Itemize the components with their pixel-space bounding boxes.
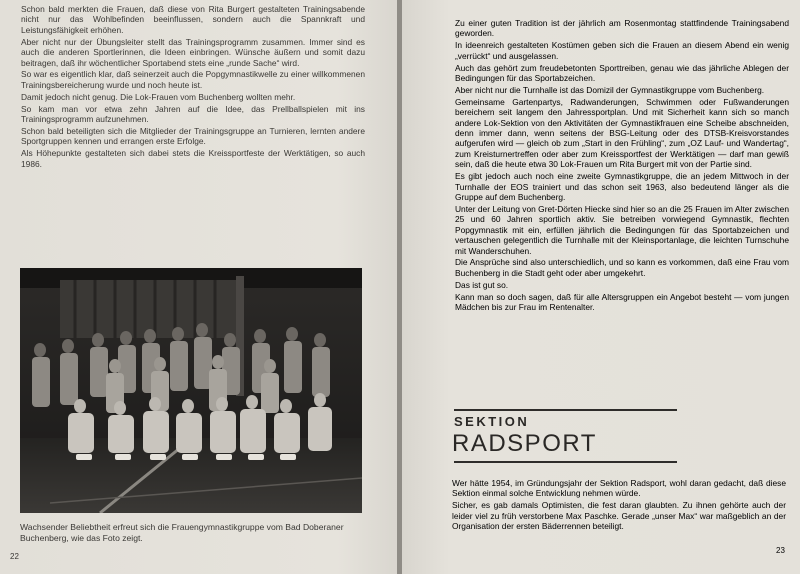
right-body-text bbox=[455, 18, 789, 314]
paragraph: Kann man so doch sagen, daß für alle Altersgruppen ein Angebot besteht — vom jungen Mädchen bis zur Frau im Rentenalter. bbox=[455, 291, 789, 313]
paragraph: Die Ansprüche sind also unterschiedlich, und so kann es vorkommen, daß eine Frau vom Buchenberg in die Stadt geht oder aber umgekehrt. bbox=[455, 257, 789, 278]
paragraph: Aber nicht nur der Übungsleiter stellt das Trainingsprogramm zusammen. Immer sind es auch die anderen Sportlerinnen, die Ideen einbringen. Wünsche äußern und somit dazu beitragen, daß ihr wöchentlicher Sportabend stets eine „runde Sache“ wird. bbox=[21, 36, 365, 68]
left-page bbox=[0, 0, 397, 574]
section-body-text bbox=[452, 478, 786, 533]
paragraph: Als Höhepunkte gestalteten sich dabei stets die Kreissportfeste der Werktätigen, so auch 1986. bbox=[21, 148, 365, 169]
paragraph: Schon bald beteiligten sich die Mitglieder der Trainingsgruppe an Turnieren, lernten andere Sportgruppen kennen und errangen erste Erfolge. bbox=[21, 125, 365, 147]
section-rule-bottom bbox=[454, 461, 677, 463]
group-photo bbox=[20, 268, 362, 513]
photo-caption: Wachsender Beliebtheit erfreut sich die Frauengymnastikgruppe vom Bad Doberaner Buchenberg, wie das Foto zeigt. bbox=[20, 522, 344, 543]
paragraph: So war es eigentlich klar, daß seinerzeit auch die Popgymnastikwelle zu einer willkommenen Trainingsbereicherung wurde und noch heute ist. bbox=[21, 69, 365, 90]
paragraph: Unter der Leitung von Gret-Dörten Hiecke sind hier so an die 25 Frauen im Alter zwischen 25 und 60 Jahren sportlich aktiv. Sie betreiben vorwiegend Gymnastik, flechten Popgymnastik mit ein, erfüllen jährlich die Bedingungen für das Sportabzeichen und vertauschen gelegentlich die Turnhalle mit der Kleinsportanlage, die leichten Turnschuhe mit Wanderschuhen. bbox=[455, 203, 789, 256]
paragraph: Das ist gut so. bbox=[455, 279, 509, 290]
paragraph: So kam man vor etwa zehn Jahren auf die Idee, das Prellballspielen mit ins Trainingsprogramm aufzunehmen. bbox=[21, 103, 365, 125]
paragraph: In ideenreich gestalteten Kostümen geben sich die Frauen an diesem Abend ein wenig „verrückt“ und ausgelassen. bbox=[455, 40, 789, 61]
page-number-left: 22 bbox=[10, 552, 19, 561]
group-photo-image bbox=[20, 268, 362, 513]
paragraph: Damit jedoch nicht genug. Die Lok-Frauen vom Buchenberg wollten mehr. bbox=[21, 91, 296, 102]
paragraph: Sicher, es gab damals Optimisten, die fest daran glaubten. Zu ihnen gehörte auch der leider viel zu früh verstorbene Max Paschke. Gerade „unser Max“ war maßgeblich an der Organisation der ersten Bäderrennen beteiligt. bbox=[452, 500, 786, 532]
section-title: RADSPORT bbox=[452, 430, 597, 457]
paragraph: Gemeinsame Gartenpartys, Radwanderungen, Schwimmen oder Fußwanderungen bereichern seit langem den Jahressportplan. Und mit Sicherheit kann sich so manch andere Lok-Sektion von den Aktivitäten der Gymnastikfrauen eine Scheibe abschneiden, denn immer dann, wenn seitens der BSG-Leitung oder des DTSB-Kreisvorstandes aufgerufen wird — gleich ob zum „Start in den Frühling“, zum „OZ Lauf- und Wandertag“, zum Kreisturnertreffen oder aber zum Kreissportfest der Werktätigen — darf man gewiß sein, daß die heute etwa 30 Lok-Frauen um Rita Burgert mit von der Partie sind. bbox=[455, 96, 789, 170]
paragraph: Zu einer guten Tradition ist der jährlich am Rosenmontag stattfindende Trainingsabend geworden. bbox=[455, 18, 789, 39]
paragraph: Schon bald merkten die Frauen, daß diese von Rita Burgert gestalteten Trainingsabende nicht nur das Wohlbefinden beeinflussen, sondern auch die Spannkraft und Leistungsfähigkeit erhöhen. bbox=[21, 4, 365, 35]
section-label: SEKTION bbox=[454, 414, 530, 429]
page-number-right: 23 bbox=[776, 546, 785, 555]
paragraph: Wer hätte 1954, im Gründungsjahr der Sektion Radsport, wohl daran gedacht, daß diese Sektion einmal solche Entwicklung nehmen würde. bbox=[452, 478, 786, 499]
left-body-text bbox=[21, 4, 365, 171]
paragraph: Auch das gehört zum freudebetonten Sporttreiben, genau wie das jährliche Ablegen der Bedingungen für das Sportabzeichen. bbox=[455, 62, 789, 84]
paragraph: Aber nicht nur die Turnhalle ist das Domizil der Gymnastikgruppe vom Buchenberg. bbox=[455, 84, 765, 95]
section-rule-top bbox=[454, 409, 677, 411]
paragraph: Es gibt jedoch auch noch eine zweite Gymnastikgruppe, die an jedem Mittwoch in der Turnhalle der EOS trainiert und das schon seit 1963, also bedeutend länger als die Gruppe auf dem Buchenberg. bbox=[455, 171, 789, 202]
